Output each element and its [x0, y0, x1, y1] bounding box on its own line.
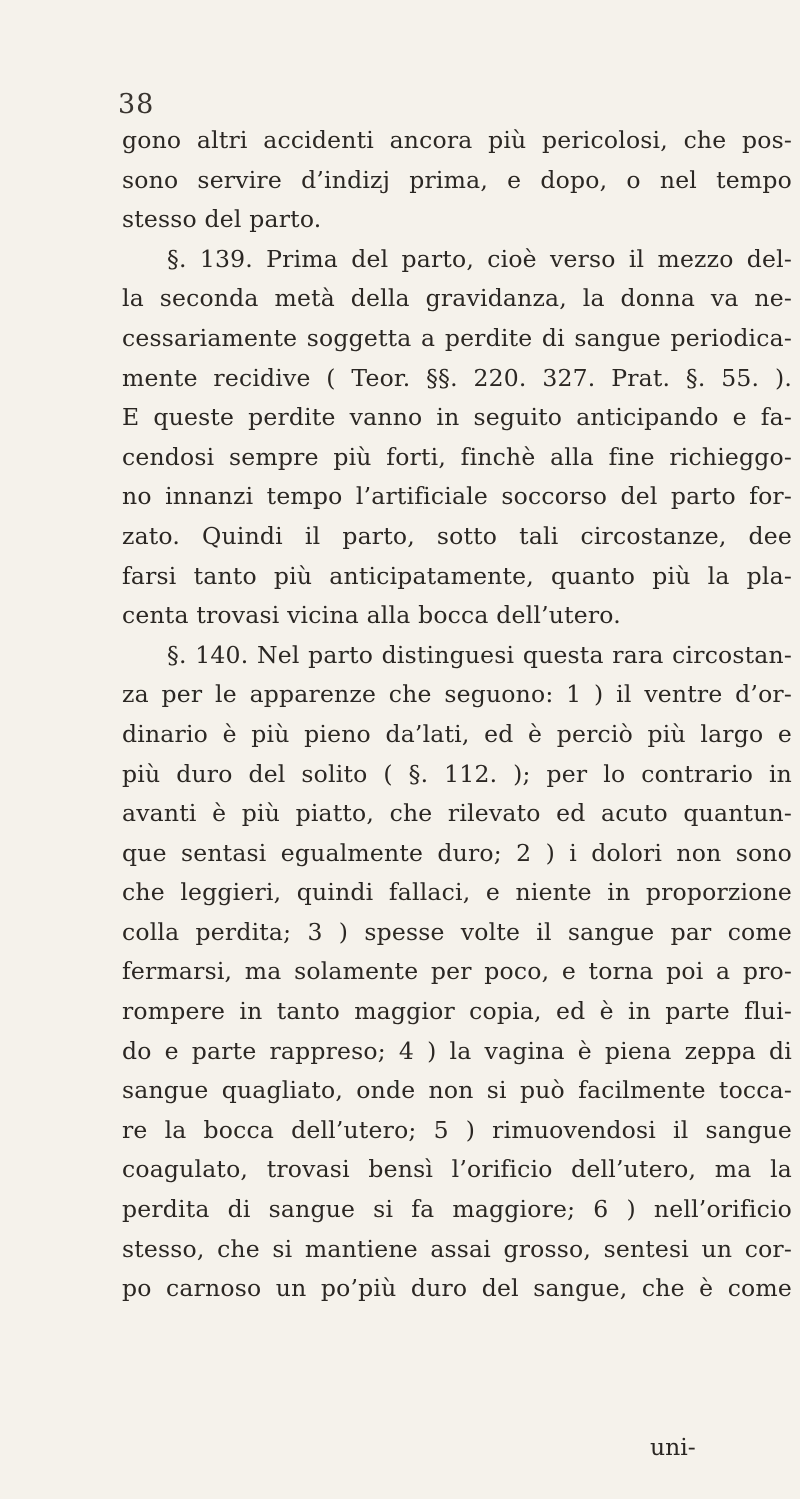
text-line: avanti è più piatto, che rilevato ed acuto quantun- [122, 799, 792, 828]
text-line: za per le apparenze che seguono: 1 ) il ventre d’or- [122, 680, 792, 709]
text-line: que sentasi egualmente duro; 2 ) i dolori non sono [122, 838, 792, 867]
text-line: stesso, che si mantiene assai grosso, sentesi un cor- [122, 1234, 792, 1263]
text-line: farsi tanto più anticipatamente, quanto più la pla- [122, 561, 792, 590]
text-line: centa trovasi vicina alla bocca dell’utero. [122, 601, 621, 630]
text-line: cendosi sempre più forti, finchè alla fine richieggo- [122, 442, 792, 471]
text-line: cessariamente soggetta a perdite di sangue periodica- [122, 323, 792, 352]
catchword: uni- [650, 1433, 696, 1461]
text-line: fermarsi, ma solamente per poco, e torna poi a pro- [122, 957, 792, 986]
body-text [122, 121, 792, 1309]
text-line: perdita di sangue si fa maggiore; 6 ) nell’orificio [122, 1195, 792, 1224]
text-line: E queste perdite vanno in seguito anticipando e fa- [122, 403, 792, 432]
text-line: rompere in tanto maggior copia, ed è in parte flui- [122, 997, 792, 1026]
text-line: no innanzi tempo l’artificiale soccorso del parto for- [122, 482, 792, 511]
text-line: che leggieri, quindi fallaci, e niente in proporzione [122, 878, 792, 907]
text-line: gono altri accidenti ancora più pericolosi, che pos- [122, 126, 792, 154]
text-line: do e parte rappreso; 4 ) la vagina è piena zeppa di [122, 1036, 792, 1065]
section-heading-line: §. 139. Prima del parto, cioè verso il mezzo del- [167, 244, 792, 273]
text-line: la seconda metà della gravidanza, la donna va ne- [122, 284, 792, 313]
text-line: zato. Quindi il parto, sotto tali circostanze, dee [122, 521, 792, 550]
page-number: 38 [118, 89, 155, 120]
text-line: mente recidive ( Teor. §§. 220. 327. Prat. §. 55. ). [122, 363, 792, 392]
text-line: coagulato, trovasi bensì l’orificio dell’utero, ma la [122, 1155, 792, 1184]
section-heading-line: §. 140. Nel parto distinguesi questa rara circostan- [167, 640, 792, 669]
text-line: sono servire d’indizj prima, e dopo, o nel tempo [122, 165, 792, 194]
text-line: colla perdita; 3 ) spesse volte il sangue par come [122, 917, 792, 946]
text-line: stesso del parto. [122, 205, 322, 234]
text-line: più duro del solito ( §. 112. ); per lo contrario in [122, 759, 792, 788]
text-line: po carnoso un po’più duro del sangue, che è come [122, 1274, 792, 1303]
text-line: dinario è più pieno da’lati, ed è perciò più largo e [122, 719, 792, 748]
text-line: re la bocca dell’utero; 5 ) rimuovendosi il sangue [122, 1115, 792, 1144]
text-line: sangue quagliato, onde non si può facilmente tocca- [122, 1076, 792, 1105]
